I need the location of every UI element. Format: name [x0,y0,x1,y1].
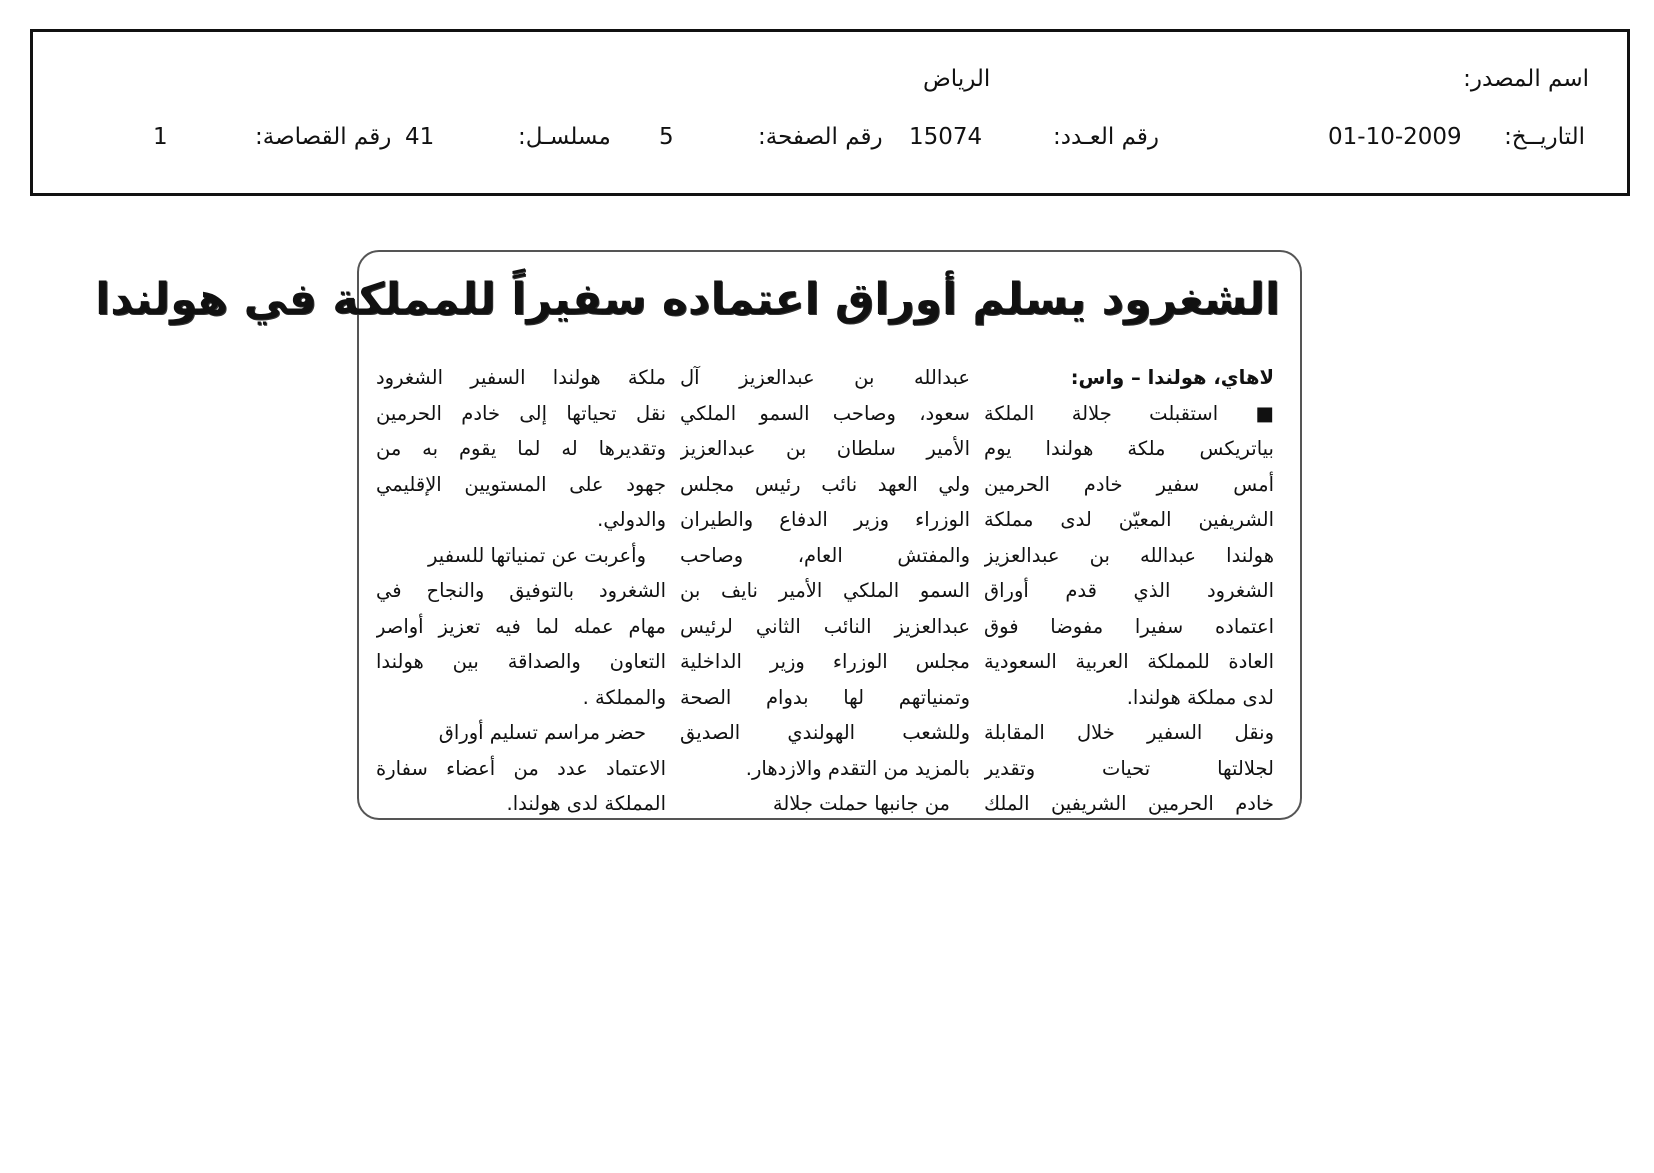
column-line: والمملكة . [582,685,666,709]
column-line: ملكة هولندا السفير الشغرود [376,366,666,389]
source-label: اسم المصدر: [1463,66,1589,92]
column-line: اعتماده سفيرا مفوضا فوق [984,614,1274,638]
column-line: جهود على المستويين الإقليمي [376,472,666,496]
column-line: الوزراء وزير الدفاع والطيران [680,508,970,531]
column-line: نقل تحياتها إلى خادم الحرمين [376,401,666,425]
column-line: المملكة لدى هولندا. [506,792,666,815]
column-line: عبدالعزيز النائب الثاني لرئيس [680,614,970,638]
article-column-1 [984,360,1274,822]
serial-value: 41 [405,124,435,150]
column-line: وأعربت عن تمنياتها للسفير [428,543,646,567]
column-line: وتمنياتهم لها بدوام الصحة [680,685,970,709]
column-line: ونقل السفير خلال المقابلة [984,721,1274,744]
column-line: الشريفين المعيّن لدى مملكة [984,508,1274,531]
issue-label: رقم العـدد: [1053,124,1160,150]
column-line: والدولي. [597,508,666,531]
column-line: ولي العهد نائب رئيس مجلس [680,472,970,496]
article-headline: الشغرود يسلم أوراق اعتماده سفيراً للمملكة في هولندا [95,274,1280,325]
article-column-2 [680,360,970,822]
column-line: السمو الملكي الأمير نايف بن [680,579,970,602]
column-line: الأمير سلطان بن عبدالعزيز [680,437,970,460]
column-line: وتقديرها له لما يقوم به من [376,437,666,460]
column-line: لدى مملكة هولندا. [1126,685,1274,709]
column-line: ■ استقبلت جلالة الملكة [984,401,1274,425]
column-line: التعاون والصداقة بين هولندا [376,650,666,673]
column-line: بياتريكس ملكة هولندا يوم [984,437,1274,460]
column-line: حضر مراسم تسليم أوراق [438,721,646,744]
column-line: الشغرود بالتوفيق والنجاح في [376,579,666,602]
column-line: هولندا عبدالله بن عبدالعزيز [984,543,1274,567]
column-line: أمس سفير خادم الحرمين [984,472,1274,496]
column-line: خادم الحرمين الشريفين الملك [984,792,1274,815]
serial-label: مسلسـل: [518,124,611,150]
column-line: الاعتماد عدد من أعضاء سفارة [376,756,666,780]
column-line: مجلس الوزراء وزير الداخلية [680,650,970,673]
source-value: الرياض [923,66,991,92]
column-line: وللشعب الهولندي الصديق [680,721,970,744]
newspaper-clipping [95,250,1302,820]
column-line: مهام عمله لما فيه تعزيز أواصر [376,614,666,638]
column-line: لاهاي، هولندا – واس: [1070,366,1274,389]
column-line: العادة للمملكة العربية السعودية [984,650,1274,673]
clip-label: رقم القصاصة: [255,124,392,150]
page-label: رقم الصفحة: [758,124,883,150]
clip-value: 1 [153,124,168,150]
date-value: 01-10-2009 [1328,124,1462,150]
metadata-box [30,29,1630,196]
column-line: والمفتش العام، وصاحب [680,543,970,567]
column-line: عبدالله بن عبدالعزيز آل [680,366,970,389]
column-line: بالمزيد من التقدم والازدهار. [745,756,970,780]
column-line: سعود، وصاحب السمو الملكي [680,401,970,425]
page-value: 5 [659,124,674,150]
date-label: التاريــخ: [1504,124,1585,150]
column-line: لجلالتها تحيات وتقدير [984,756,1274,780]
article-column-3 [376,360,666,822]
column-line: الشغرود الذي قدم أوراق [984,579,1274,602]
issue-value: 15074 [909,124,983,150]
column-line: من جانبها حملت جلالة [772,792,950,815]
